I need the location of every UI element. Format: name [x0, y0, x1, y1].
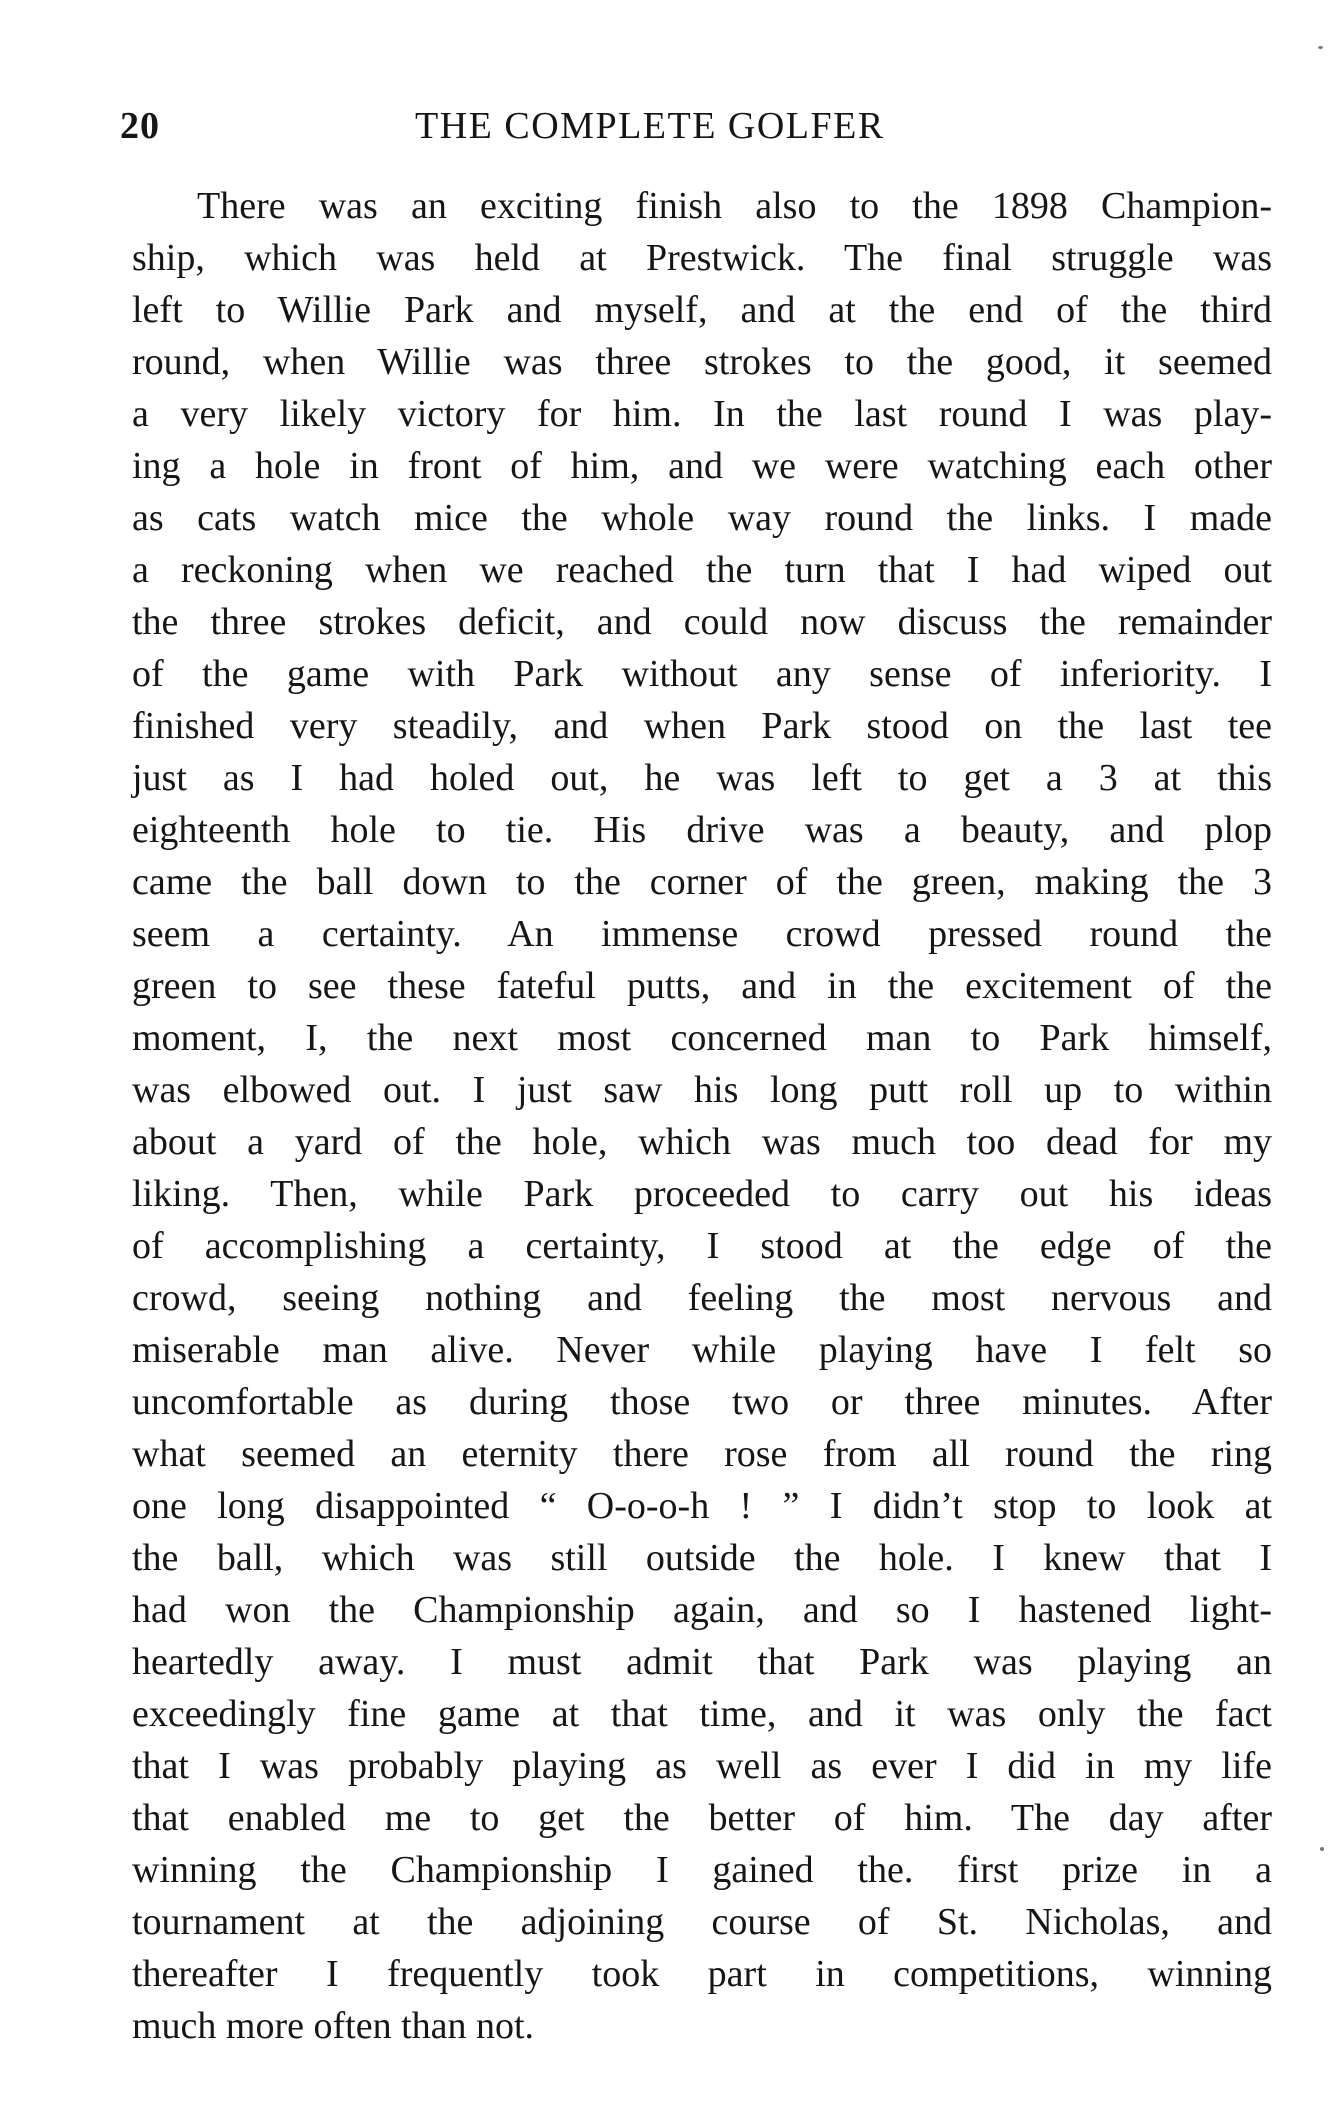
text-line: exceedingly fine game at that time, and it was only the fact: [132, 1693, 1272, 1735]
text-line: about a yard of the hole, which was much too dead for my: [132, 1121, 1272, 1163]
page-number: 20: [120, 105, 160, 147]
text-line: of the game with Park without any sense of inferiority. I: [132, 653, 1272, 695]
text-line: moment, I, the next most concerned man to Park himself,: [132, 1017, 1272, 1059]
text-line: green to see these fateful putts, and in the excitement of the: [132, 965, 1272, 1007]
text-line: thereafter I frequently took part in competitions, winning: [132, 1953, 1272, 1995]
text-line: uncomfortable as during those two or three minutes. After: [132, 1381, 1272, 1423]
text-line: had won the Championship again, and so I hastened light-: [132, 1589, 1272, 1631]
text-line: There was an exciting finish also to the 1898 Champion-: [197, 185, 1272, 227]
text-line: a reckoning when we reached the turn that I had wiped out: [132, 549, 1272, 591]
text-line: miserable man alive. Never while playing have I felt so: [132, 1329, 1272, 1371]
text-line: that I was probably playing as well as ever I did in my life: [132, 1745, 1272, 1787]
text-line: eighteenth hole to tie. His drive was a beauty, and plop: [132, 809, 1272, 851]
scan-speck: [1320, 1847, 1324, 1851]
paragraph: [132, 180, 1272, 2052]
text-line: one long disappointed “ O-o-o-h ! ” I didn’t stop to look at: [132, 1485, 1272, 1527]
text-line: of accomplishing a certainty, I stood at the edge of the: [132, 1225, 1272, 1267]
text-line: a very likely victory for him. In the last round I was play-: [132, 393, 1272, 435]
text-line: the three strokes deficit, and could now discuss the remainder: [132, 601, 1272, 643]
text-line: left to Willie Park and myself, and at the end of the third: [132, 289, 1272, 331]
scan-speck: [1318, 46, 1323, 49]
text-line: ing a hole in front of him, and we were watching each other: [132, 445, 1272, 487]
text-line: liking. Then, while Park proceeded to carry out his ideas: [132, 1173, 1272, 1215]
text-line: round, when Willie was three strokes to the good, it seemed: [132, 341, 1272, 383]
text-line: finished very steadily, and when Park stood on the last tee: [132, 705, 1272, 747]
text-line: the ball, which was still outside the hole. I knew that I: [132, 1537, 1272, 1579]
text-line: heartedly away. I must admit that Park was playing an: [132, 1641, 1272, 1683]
text-line: just as I had holed out, he was left to get a 3 at this: [132, 757, 1272, 799]
text-line: seem a certainty. An immense crowd pressed round the: [132, 913, 1272, 955]
text-line: crowd, seeing nothing and feeling the most nervous and: [132, 1277, 1272, 1319]
page-header: [120, 104, 1280, 154]
text-line: came the ball down to the corner of the green, making the 3: [132, 861, 1272, 903]
text-line: ship, which was held at Prestwick. The final struggle was: [132, 237, 1272, 279]
text-line: winning the Championship I gained the. first prize in a: [132, 1849, 1272, 1891]
text-line: that enabled me to get the better of him. The day after: [132, 1797, 1272, 1839]
text-line: much more often than not.: [132, 2005, 535, 2047]
text-line: tournament at the adjoining course of St. Nicholas, and: [132, 1901, 1272, 1943]
text-line: was elbowed out. I just saw his long putt roll up to within: [132, 1069, 1272, 1111]
running-title: THE COMPLETE GOLFER: [415, 105, 885, 147]
text-line: as cats watch mice the whole way round the links. I made: [132, 497, 1272, 539]
text-line: what seemed an eternity there rose from all round the ring: [132, 1433, 1272, 1475]
